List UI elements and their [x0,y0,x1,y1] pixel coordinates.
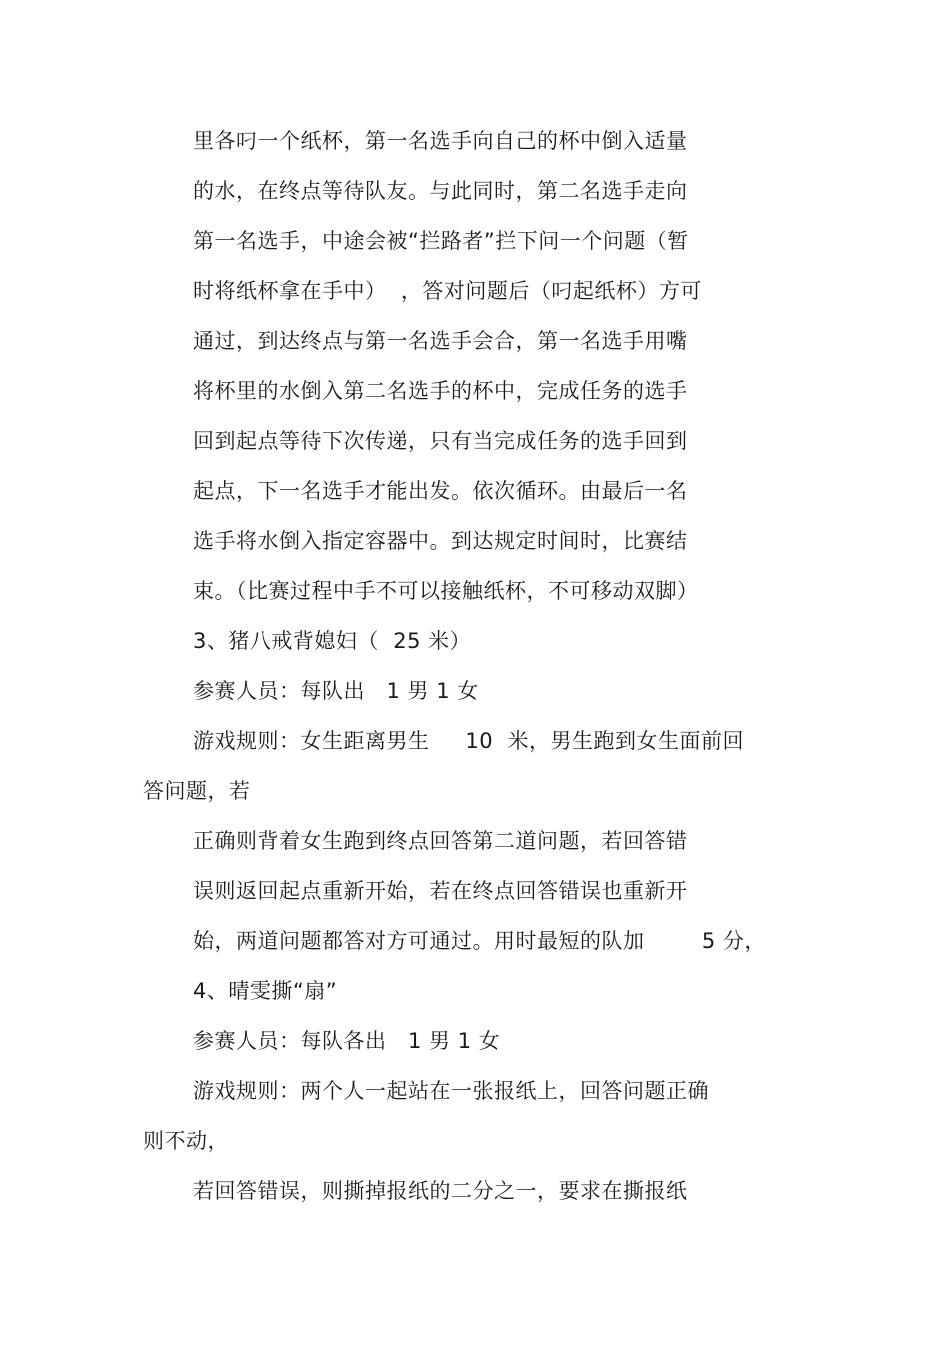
paragraph-line: 起点，下一名选手才能出发。依次循环。由最后一名 [193,479,688,503]
paragraph-line: 里各叼一个纸杯，第一名选手向自己的杯中倒入适量 [193,129,688,153]
paragraph-line: 游戏规则：两个人一起站在一张报纸上，回答问题正确 [193,1079,709,1103]
paragraph-line: 游戏规则：女生距离男生 10 米，男生跑到女生面前回 [193,729,744,753]
paragraph-line: 的水，在终点等待队友。与此同时，第二名选手走向 [193,179,688,203]
paragraph-line: 始，两道问题都答对方可通过。用时最短的队加 5 分， [193,929,766,953]
section-heading: 3、猪八戒背媳妇（ 25 米） [193,629,472,653]
paragraph-line: 正确则背着女生跑到终点回答第二道问题，若回答错 [193,829,688,853]
paragraph-line: 参赛人员：每队各出 1 男 1 女 [193,1029,501,1053]
paragraph-line: 若回答错误，则撕掉报纸的二分之一，要求在撕报纸 [193,1179,688,1203]
paragraph-line: 束。（比赛过程中手不可以接触纸杯，不可移动双脚） [193,579,699,603]
paragraph-line: 误则返回起点重新开始，若在终点回答错误也重新开 [193,879,688,903]
section-heading: 4、晴雯撕“扇” [193,979,338,1003]
paragraph-line: 答问题，若 [143,779,251,803]
paragraph-line: 回到起点等待下次传递，只有当完成任务的选手回到 [193,429,688,453]
paragraph-line: 时将纸杯拿在手中） ，答对问题后（叼起纸杯）方可 [193,279,702,303]
paragraph-line: 第一名选手，中途会被“拦路者”拦下问一个问题（暂 [193,229,689,253]
paragraph-line: 选手将水倒入指定容器中。到达规定时间时，比赛结 [193,529,688,553]
paragraph-line: 通过，到达终点与第一名选手会合，第一名选手用嘴 [193,329,688,353]
paragraph-line: 则不动， [143,1129,229,1153]
paragraph-line: 将杯里的水倒入第二名选手的杯中，完成任务的选手 [193,379,688,403]
paragraph-line: 参赛人员：每队出 1 男 1 女 [193,679,479,703]
